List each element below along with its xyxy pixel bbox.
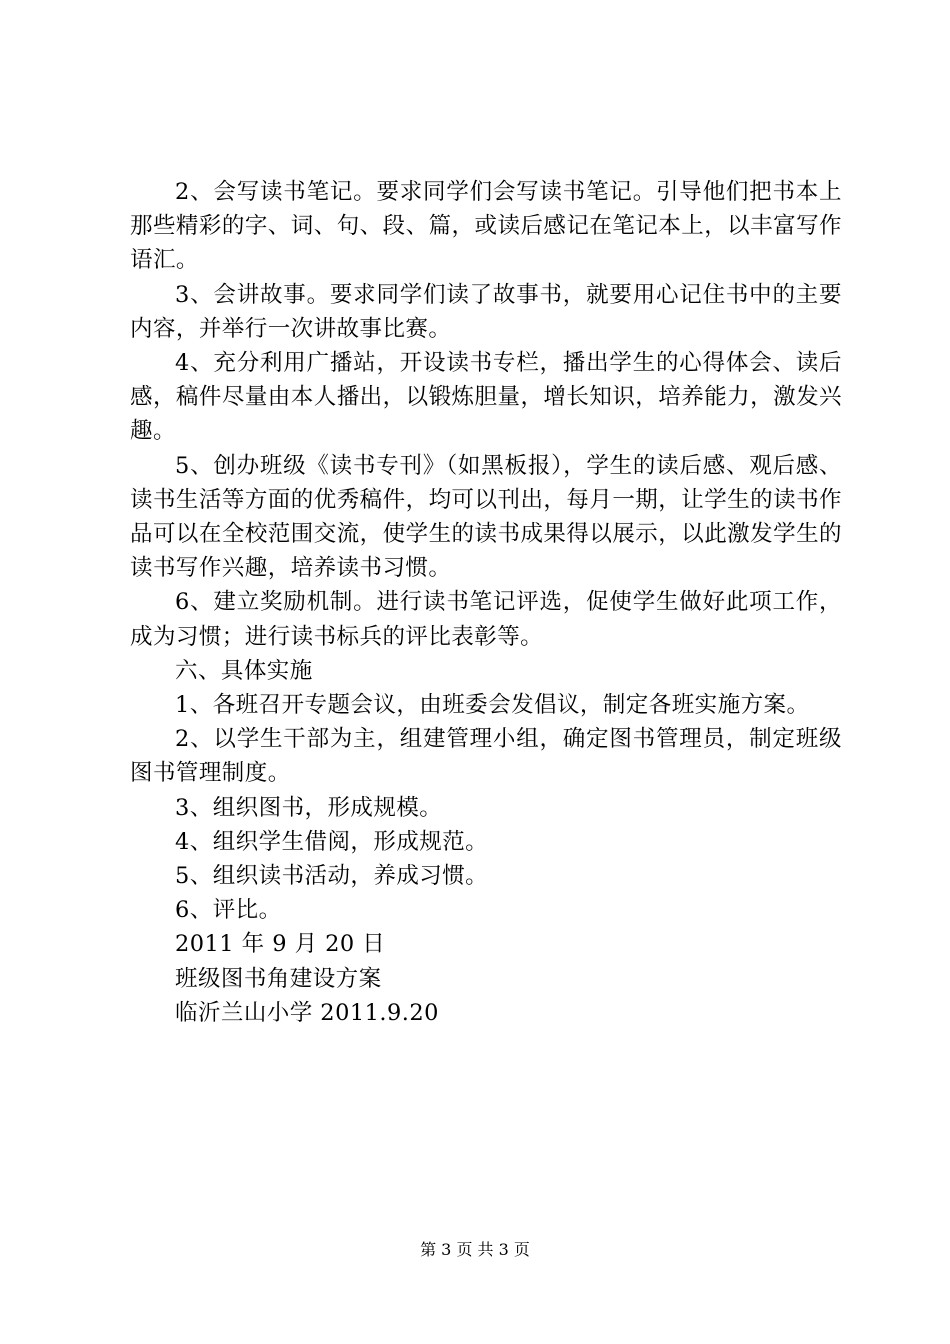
- paragraph-reward-mechanism: 6、建立奖励机制。进行读书笔记评选，促使学生做好此项工作，成为习惯；进行读书标兵的评比表彰等。: [130, 589, 842, 650]
- paragraph-reading-notes: 2、会写读书笔记。要求同学们会写读书笔记。引导他们把书本上那些精彩的字、词、句、段、篇，或读后感记在笔记本上，以丰富写作语汇。: [130, 179, 842, 274]
- document-signature: 临沂兰山小学 2011.9.20: [175, 999, 439, 1026]
- paragraph-management-group: 2、以学生干部为主，组建管理小组，确定图书管理员，制定班级图书管理制度。: [130, 726, 842, 787]
- document-body: [130, 175, 842, 1030]
- paragraph-organize-borrowing: 4、组织学生借阅，形成规范。: [175, 828, 489, 855]
- page-number-footer: 第 3 页 共 3 页: [420, 1240, 530, 1259]
- paragraph-organize-books: 3、组织图书，形成规模。: [175, 794, 443, 821]
- paragraph-class-meeting: 1、各班召开专题会议，由班委会发倡议，制定各班实施方案。: [175, 692, 810, 719]
- paragraph-reading-activities: 5、组织读书活动，养成习惯。: [175, 863, 489, 890]
- document-title-line: 班级图书角建设方案: [175, 965, 382, 992]
- document-date: 2011 年 9 月 20 日: [175, 931, 386, 958]
- section-heading-implementation: 六、具体实施: [175, 657, 313, 684]
- paragraph-storytelling: 3、会讲故事。要求同学们读了故事书，就要用心记住书中的主要内容，并举行一次讲故事比赛。: [130, 281, 842, 342]
- paragraph-broadcast-station: 4、充分利用广播站，开设读书专栏，播出学生的心得体会、读后感，稿件尽量由本人播出，以锻炼胆量，增长知识，培养能力，激发兴趣。: [130, 350, 842, 445]
- paragraph-evaluation: 6、评比。: [175, 897, 282, 924]
- paragraph-reading-journal: 5、创办班级《读书专刊》（如黑板报），学生的读后感、观后感、读书生活等方面的优秀稿件，均可以刊出，每月一期，让学生的读书作品可以在全校范围交流，使学生的读书成果得以展示，以此激发学生的读书写作兴趣，培养读书习惯。: [130, 452, 842, 582]
